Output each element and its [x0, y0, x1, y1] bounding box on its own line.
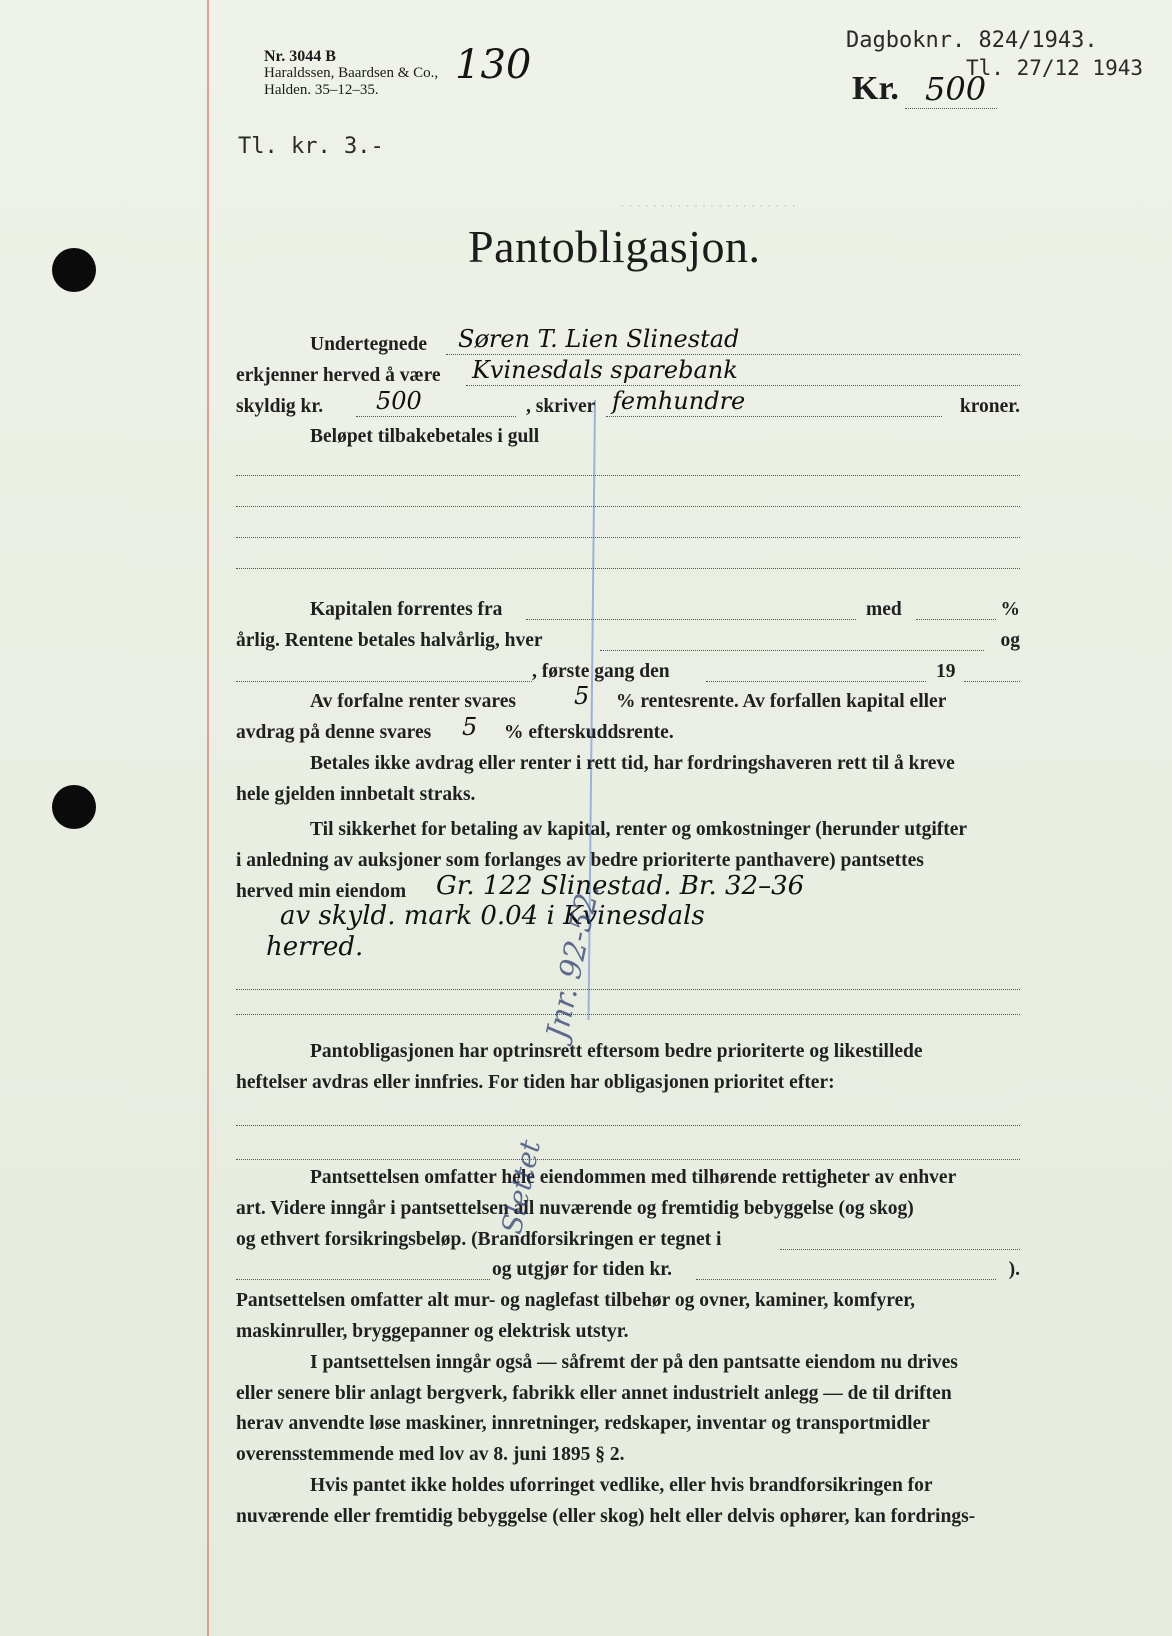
fixtures-line-2: maskinruller, bryggepanner og elektrisk utstyr.: [236, 1320, 629, 1342]
punch-hole-top: [52, 248, 96, 292]
vertical-annotation-jnr: Jnr. 92-52.: [540, 880, 607, 1043]
og-label: og: [1000, 629, 1020, 651]
red-margin-line: [207, 0, 209, 1636]
priority-section: [236, 1037, 1020, 1160]
security-section: [236, 815, 1020, 1031]
forste-label: , første gang den: [532, 660, 670, 682]
avdrag-label: avdrag på denne svares: [236, 722, 432, 744]
property-line-1: Gr. 122 Slinestad. Br. 32–36: [436, 870, 805, 901]
printer-company: Haraldssen, Baardsen & Co.,: [264, 65, 439, 81]
bleed-through-text: · · · · · · · · · · · · · · · · · · · · · ·: [620, 200, 797, 215]
utgjor-label: og utgjør for tiden kr.: [492, 1259, 673, 1281]
scope-line-3: og ethvert forsikringsbeløp. (Brandforsikringen er tegnet i: [236, 1228, 722, 1250]
security-line-2: i anledning av auksjoner som forlanges av bedre prioriterte panthavere) pantsettes: [236, 849, 924, 871]
skyldig-label: skyldig kr.: [236, 395, 324, 417]
printer-info: [264, 48, 438, 99]
erkjenner-label: erkjenner herved å være: [236, 364, 441, 386]
amount-digits: 500: [376, 386, 422, 415]
year-prefix: 19: [936, 660, 956, 682]
handwritten-number: 130: [455, 42, 532, 88]
industry-line-1: I pantsettelsen inngår også — såfremt der på den pantsatte eiendom nu drives: [310, 1351, 958, 1373]
med-label: med: [866, 599, 902, 620]
maintenance-line-1: Hvis pantet ikke holdes uforringet vedlike, eller hvis brandforsikringen for: [310, 1474, 933, 1496]
scope-line-2: art. Videre inngår i pantsettelsen all nuværende og fremtidig bebyggelse (og skog): [236, 1197, 914, 1219]
industry-line-4: overensstemmende med lov av 8. juni 1895 § 2.: [236, 1444, 625, 1466]
kr-value: 500: [925, 70, 987, 108]
percent-sign: %: [1000, 599, 1020, 620]
default-clause-1: Betales ikke avdrag eller renter i rett tid, har fordringshaveren rett til å kreve: [310, 752, 955, 774]
creditor-value: Kvinesdals sparebank: [472, 355, 738, 384]
interest-section: [236, 595, 1020, 811]
priority-line-2: heftelser avdras eller innfries. For tiden har obligasjonen prioritet efter:: [236, 1071, 835, 1093]
gold-clause: Beløpet tilbakebetales i gull: [310, 426, 540, 448]
vertical-annotation-slettet: Slettet: [495, 1137, 548, 1237]
property-line-2: av skyld. mark 0.04 i Kvinesdals: [280, 901, 705, 932]
priority-line-1: Pantobligasjonen har optrinsrett eftersom bedre prioriterte og likestillede: [310, 1041, 923, 1062]
industry-line-2: eller senere blir anlagt bergverk, fabrikk eller annet industrielt anlegg — de til driften: [236, 1382, 952, 1404]
tinglysing-date: Tl. 27/12 1943: [966, 56, 1144, 80]
property-line-3: herred.: [266, 932, 364, 963]
utgjor-end: ).: [1008, 1259, 1020, 1281]
avdrag-text: % efterskuddsrente.: [504, 722, 674, 744]
maintenance-line-2: nuværende eller fremtidig bebyggelse (eller skog) helt eller delvis ophører, kan fordrings-: [236, 1505, 976, 1527]
amount-words: femhundre: [612, 386, 746, 415]
industry-line-3: herav anvendte løse maskiner, innretninger, redskaper, inventar og transportmidler: [236, 1413, 930, 1435]
late-interest-value: 5: [574, 682, 590, 711]
document-title: Pantobligasjon.: [468, 221, 761, 272]
arlig-label: årlig. Rentene betales halvårlig, hver: [236, 629, 543, 651]
security-line-1: Til sikkerhet for betaling av kapital, renter og omkostninger (herunder utgifter: [310, 819, 968, 840]
skriver-label: , skriver: [526, 395, 596, 417]
printer-place-date: Halden. 35–12–35.: [264, 82, 379, 98]
tinglysing-fee: Tl. kr. 3.-: [238, 134, 384, 159]
scope-line-1: Pantsettelsen omfatter hele eiendommen med tilhørende rettigheter av enhver: [310, 1167, 957, 1188]
kr-dotline: [905, 108, 997, 109]
kapitalen-label: Kapitalen forrentes fra: [310, 599, 503, 620]
late-interest-text: % rentesrente. Av forfallen kapital eller: [616, 691, 947, 713]
default-clause-2: hele gjelden innbetalt straks.: [236, 783, 476, 805]
avdrag-value: 5: [462, 713, 478, 742]
undertegnede-value: Søren T. Lien Slinestad: [458, 325, 740, 353]
kroner-label: kroner.: [959, 395, 1020, 417]
dagboknr: Dagboknr. 824/1943.: [846, 28, 1098, 53]
scope-section: [236, 1163, 1020, 1533]
kr-label: Kr.: [852, 70, 899, 107]
debtor-section: [236, 325, 1020, 576]
eiendom-label: herved min eiendom: [236, 880, 407, 902]
late-interest-label: Av forfalne renter svares: [310, 691, 516, 713]
form-number: Nr. 3044 B: [264, 48, 336, 65]
punch-hole-bottom: [52, 785, 96, 829]
fixtures-line-1: Pantsettelsen omfatter alt mur- og naglefast tilbehør og ovner, kaminer, komfyrer,: [236, 1290, 915, 1312]
undertegnede-label: Undertegnede: [310, 334, 427, 355]
